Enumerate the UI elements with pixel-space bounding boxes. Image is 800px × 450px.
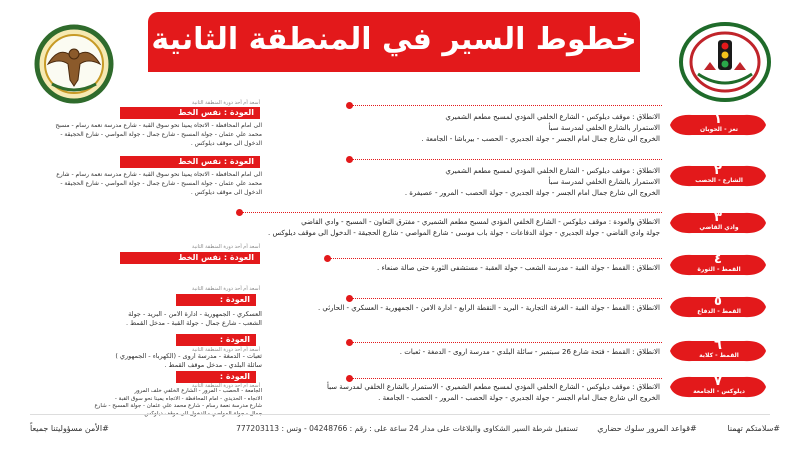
- route-2-out-text: الانطلاق : موقف ديلوكس - الشارع الخلفي المؤدي لمسبح مطعم الشميري الاستمرار بالشارع الخلفي لمدرسة سبأ الخروج الى شارع جمال امام الجسر - جولة الجديري - جولة الحصب - المرور - عصيفرة .: [404, 167, 660, 197]
- route-5-out-text: الانطلاق : القمط - جولة القبة - الغرفة التجارية - البريد - النقطة الرابع - ادارة الامن - الجمهورية - العسكري - الحارثي .: [317, 304, 660, 312]
- footer-hotline-notice: تستقبل شرطة السير الشكاوى والبلاغات على مدار 24 ساعة على : رقم : 04248766 - وتس : 777203113: [236, 424, 578, 433]
- route-4-badge-label: القمط - الثورة: [697, 266, 741, 273]
- route-4-badge-number: ٤: [714, 252, 722, 267]
- route-2-return-text: الى امام المحافظة - الاتجاه يمينا نحو سوق القبة - شارع مدرسة نعمة رسام - شارع محمد علي عثمان - جولة المسبح - شارع جمال - جولة المواصي - شارع الحجيقة - الدخول الى موقف ديلوكس .: [56, 171, 262, 196]
- route-6-return-text: ثعبات - الدمغة - مدرسة اروى - (الكهرباء - الجمهوري ) سائلة البلدي - مدخل موقف القمط .: [115, 352, 262, 369]
- footer-hashtag-security: #الأمن مسؤوليتنا جميعاً: [30, 424, 109, 433]
- route-2: [0, 155, 800, 211]
- title-stripe: [148, 66, 640, 72]
- route-4-return-banner: العودة : نفس الخط: [120, 252, 260, 264]
- route-2-badge-label: الشارع - الحصب: [695, 177, 743, 184]
- route-7-return-text: الجامعة - الحصب - المرور - الشارع الخلفي خلف المرور الاتجاه - الحديدي - امام المحافظة - الاتجاه يمينا نحو سوق القبة - شارع مدرسة نعمة رسام - شارع محمد علي عثمان - جولة المسبح - شارع جمال - جولة المواصي - الدخول الى موقف ديلوكس .: [94, 388, 262, 417]
- route-1-connector: [352, 105, 662, 106]
- route-4: [0, 244, 800, 284]
- route-5: [0, 286, 800, 336]
- route-4-return-note: أسعد أم أحد دورة المنطقة الثانية: [192, 244, 260, 250]
- route-4-connector: [330, 258, 662, 259]
- route-5-badge-label: القمط - الدفاع: [697, 308, 741, 315]
- route-1-return-banner: العودة : نفس الخط: [120, 107, 260, 119]
- route-7: [0, 368, 800, 417]
- route-2-badge-number: ٢: [714, 163, 722, 178]
- route-2-connector: [352, 159, 662, 160]
- footer-divider: [30, 414, 770, 415]
- page-title: خطوط السير في المنطقة الثانية: [151, 22, 637, 57]
- footer-hashtag-traffic-rules: #قواعد المرور سلوك حضاري: [597, 424, 697, 433]
- route-7-badge-number: ٧: [714, 374, 722, 389]
- route-3: [0, 208, 800, 248]
- route-7-connector: [352, 378, 662, 379]
- route-1-return-text: الى امام المحافظة - الاتجاه يمينا نحو سوق القبة - شارع مدرسة نعمة رسام - مسبح محمد علي عثمان - جولة المسبح - شارع جمال - جولة المواصي - شارع الحجيقة - الدخول الى موقف ديلوكس .: [55, 122, 262, 147]
- route-6-badge-number: ٦: [714, 338, 722, 353]
- route-4-out-text: الانطلاق : القمط - جولة القبة - مدرسة الشعب - جولة العقبة - مستشفى الثورة حتى صالة صنعاء .: [377, 264, 660, 272]
- route-3-badge-number: ٣: [714, 210, 722, 225]
- route-3-connector: [242, 212, 662, 213]
- route-5-badge-number: ٥: [714, 294, 722, 309]
- route-1-badge-label: تعز - الحوبان: [699, 126, 739, 133]
- route-5-connector: [352, 298, 662, 299]
- route-6-out-text: الانطلاق : القمط - فتحة شارع 26 سبتمبر - سائلة البلدي - مدرسة اروى - الدمغة - ثعبات .: [399, 348, 660, 356]
- route-6-return-note: أسعد أم أحد دورة المنطقة الثانية: [192, 347, 260, 353]
- route-5-return-text: العسكري - الجمهورية - ادارة الامن - البريد - جولة الشعب - شارع جمال - جولة القبة - مدخل القمط .: [126, 310, 262, 327]
- route-6-badge-label: القمط - كلابة: [699, 352, 739, 359]
- route-6-connector: [352, 342, 662, 343]
- route-7-return-note: أسعد أم أحد دورة المنطقة الثانية: [192, 383, 260, 389]
- route-7-out-text: الانطلاق : موقف ديلوكس - الشارع الخلفي المؤدي لمسبح مطعم الشميري - الاستمرار بالشارع الخلفي لمدرسة سبأ الخروج الى شارع جمال امام الجسر - جولة الجديري - جولة الحصب - المرور - الحصب - الجامعة .: [326, 383, 660, 402]
- route-1-return-note: أسعد أم أحد دورة المنطقة الثانية: [192, 100, 260, 106]
- route-1-badge-number: ١: [714, 112, 722, 127]
- route-5-return-note: أسعد أم أحد دورة المنطقة الثانية: [192, 286, 260, 292]
- route-3-out-text: الانطلاق والعودة : موقف ديلوكس - الشارع الخلفي المؤدي لمسبح مطعم الشميري - مفترق التعاون - المسبح - وادي القاضي جولة وادي القاضي - جولة الجديري - جولة الدفاعات - جولة باب موسى - شارع المواصي - شارع الحجيقة - الدخول الى موقف ديلوكس .: [268, 218, 660, 237]
- header: [0, 0, 800, 100]
- route-2-return-banner: العودة : نفس الخط: [120, 156, 260, 168]
- route-1-out-text: الانطلاق : موقف ديلوكس - الشارع الخلفي المؤدي لمسبح مطعم الشميري الاستمرار بالشارع الخلفي لمدرسة سبأ الخروج الى شارع جمال امام الجسر - جولة الجديري - الحصب - بيرباشا - الجامعة .: [421, 113, 660, 143]
- route-6-return-banner: العودة :: [176, 334, 256, 346]
- route-7-badge-label: ديلوكس - الجامعة: [693, 388, 745, 395]
- route-1: [0, 98, 800, 158]
- route-3-badge-label: وادي القاضي: [699, 224, 739, 231]
- eagle-emblem-icon: [34, 24, 114, 104]
- footer-hashtag-safety: #سلامتكم تهمنا: [727, 424, 780, 433]
- route-7-return-banner: العودة :: [176, 371, 256, 383]
- traffic-police-emblem-icon: [678, 22, 772, 102]
- route-5-return-banner: العودة :: [176, 294, 256, 306]
